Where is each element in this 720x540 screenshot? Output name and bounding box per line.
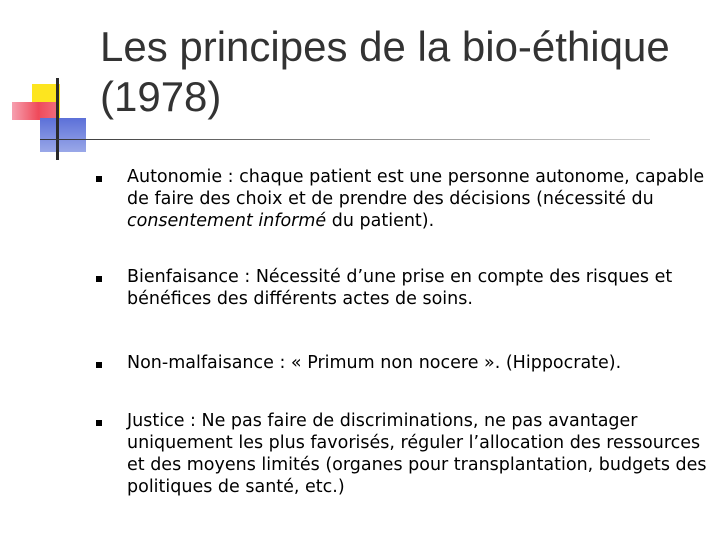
list-item-text-part: du patient). <box>326 211 435 231</box>
slide-title-line-2: (1978) <box>100 73 222 120</box>
list-item-text: Non-malfaisance : « Primum non nocere ». (Hippocrate). <box>127 353 622 373</box>
square-bullet-icon <box>96 420 102 426</box>
decorative-blue-square <box>40 118 86 152</box>
slide-title-line-1: Les principes de la bio-éthique <box>100 23 670 70</box>
decorative-vertical-line <box>56 78 59 160</box>
list-item-text-part: Autonomie : chaque patient est une personne autonome, capable de faire des choix et de prendre des décisions (nécessité du <box>127 167 705 209</box>
list-item-text: Justice : Ne pas faire de discriminations, ne pas avantager uniquement les plus favorisés, réguler l’allocation des ressources et des moyens limités (organes pour transplantation, budgets des politiques de santé, etc.) <box>127 411 707 497</box>
list-item-text <box>127 166 707 232</box>
title-underline <box>40 139 650 140</box>
list-item-text: Bienfaisance : Nécessité d’une prise en compte des risques et bénéfices des différents actes de soins. <box>127 267 673 309</box>
slide-title <box>100 22 710 122</box>
square-bullet-icon <box>96 276 102 282</box>
square-bullet-icon <box>96 362 102 368</box>
square-bullet-icon <box>96 176 102 182</box>
italic-term: consentement informé <box>127 211 327 231</box>
